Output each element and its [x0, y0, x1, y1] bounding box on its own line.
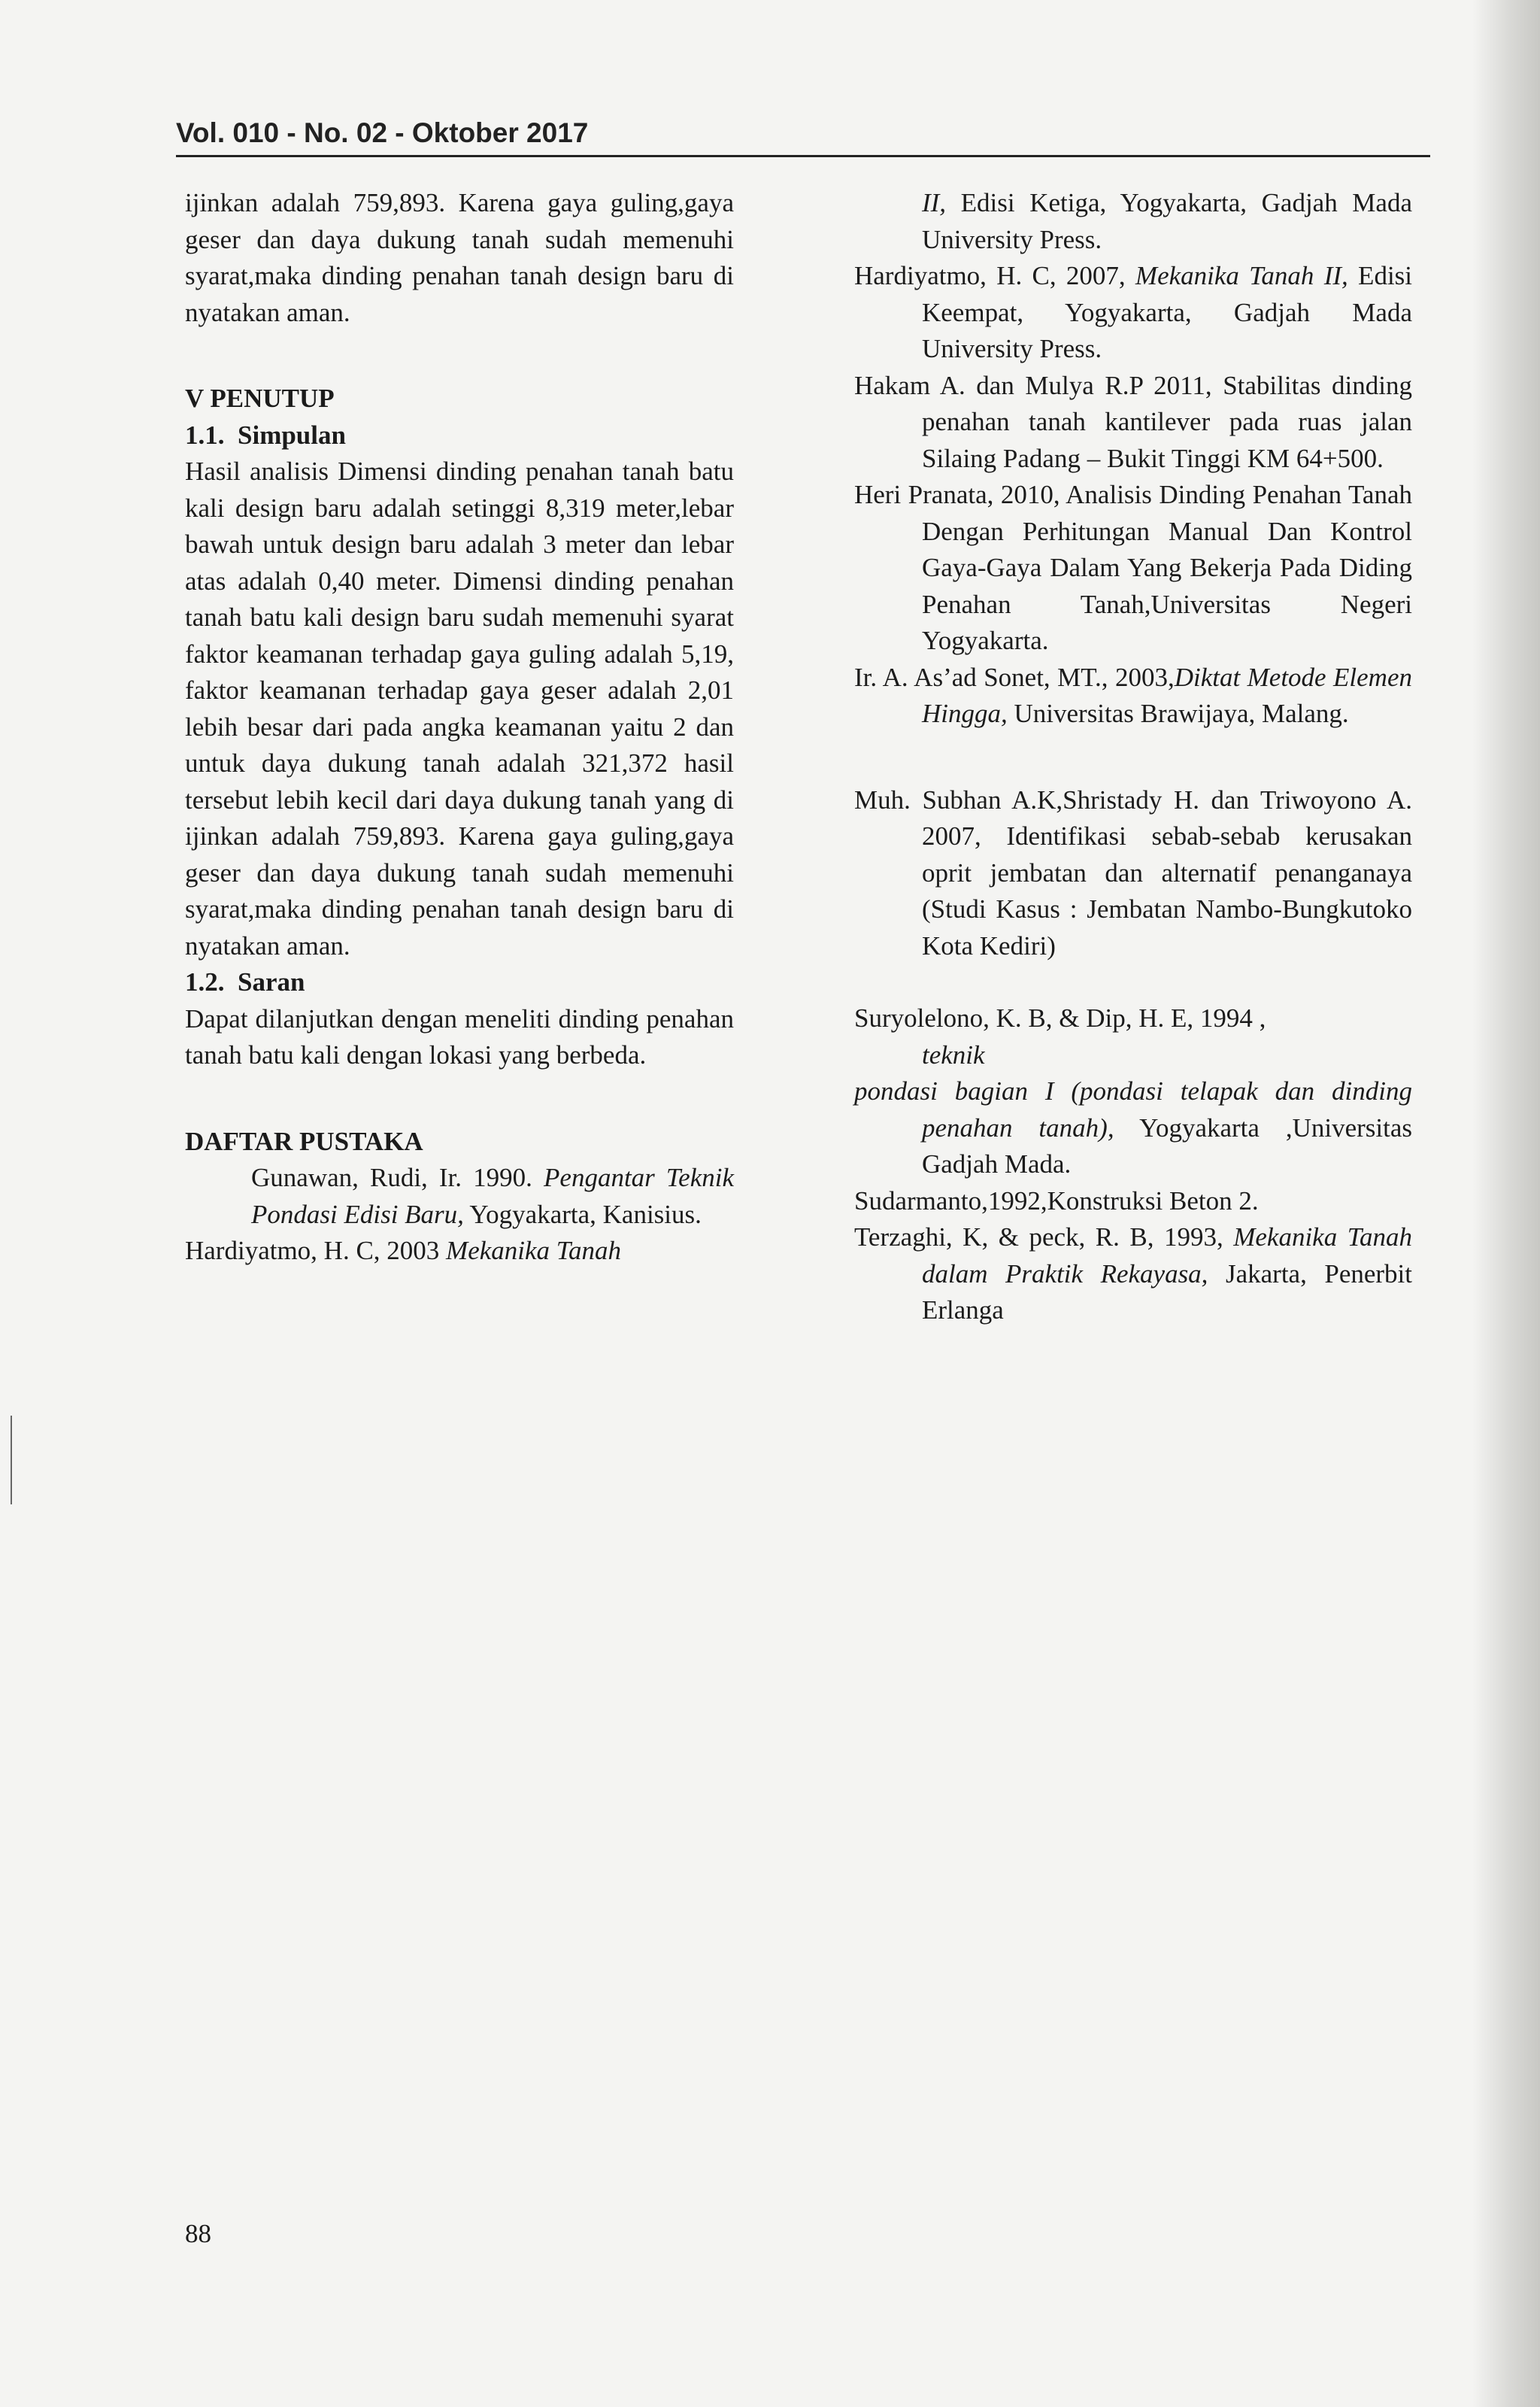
ref-tail: Yogyakarta, Kanisius. — [463, 1199, 702, 1229]
page-number: 88 — [185, 2219, 211, 2248]
ref-title: Mekanika Tanah II, — [1135, 261, 1348, 290]
running-header — [176, 114, 1430, 157]
reference-sudarmanto: Sudarmanto,1992,Konstruksi Beton 2. — [854, 1185, 1259, 1216]
ref-tail: Edisi Keempat, Yogyakarta, Gadjah Mada University Press. — [922, 261, 1413, 363]
reference-suryolelono — [854, 1000, 1412, 1183]
ref-lead: Hardiyatmo, H. C, 2007, — [854, 261, 1135, 290]
ref-title: Mekanika Tanah — [446, 1236, 622, 1265]
subsection-heading-saran: 1.2. Saran — [185, 967, 305, 997]
ref-tail: Jakarta, Penerbit Erlanga — [922, 1258, 1412, 1325]
reference-sonet — [854, 660, 1412, 733]
reference-terzaghi — [854, 1219, 1412, 1329]
reference-hardiyatmo-2003 — [185, 1233, 734, 1270]
saran-paragraph: Dapat dilanjutkan dengan meneliti dinding penahan tanah batu kali dengan lokasi yang berbeda. — [185, 1003, 734, 1070]
reference-hardiyatmo-2007 — [854, 258, 1412, 368]
spacer — [185, 1074, 734, 1124]
reference-hardiyatmo-2003-continued — [854, 185, 1412, 258]
ref-lead: Hardiyatmo, H. C, 2003 — [185, 1236, 447, 1265]
spacer — [185, 331, 734, 381]
section-heading: V PENUTUP — [185, 384, 335, 413]
reference-gunawan — [185, 1160, 734, 1233]
ref-tail: Universitas Brawijaya, Malang. — [1007, 699, 1349, 728]
ref-lead: Ir. A. As’ad Sonet, MT., 2003, — [854, 662, 1175, 692]
reference-muh-subhan: Muh. Subhan A.K,Shristady H. dan Triwoyono A. 2007, Identifikasi sebab-sebab kerusakan oprit jembatan dan alternatif penanganaya (Studi Kasus : Jembatan Nambo-Bungkutoko Kota Kediri) — [854, 785, 1412, 961]
subsection-heading-simpulan: 1.1. Simpulan — [185, 420, 346, 450]
ref-title: II, — [922, 188, 947, 217]
ref-lead: Gunawan, Rudi, Ir. 1990. — [251, 1163, 544, 1192]
left-column — [185, 185, 734, 1270]
ref-title: Pengantar Teknik Pondasi Edisi Baru, — [251, 1163, 735, 1229]
ref-title: Diktat Metode Elemen Hingga, — [922, 662, 1412, 728]
spacer — [854, 733, 1412, 782]
right-column — [854, 185, 1412, 1329]
ref-tail: Edisi Ketiga, Yogyakarta, Gadjah Mada University Press. — [922, 188, 1412, 254]
ref-title: Mekanika Tanah dalam Praktik Rekayasa, — [922, 1222, 1412, 1288]
ref-title: pondasi bagian I (pondasi telapak dan dinding penahan tanah), — [854, 1076, 1412, 1143]
spacer — [854, 964, 1412, 1000]
margin-mark — [11, 1416, 12, 1504]
ref-lead: Suryolelono, K. B, & Dip, H. E, 1994 , — [854, 1003, 1266, 1033]
page-edge-shadow — [1472, 0, 1540, 2407]
ref-line2: teknik — [922, 1040, 985, 1070]
references-heading: DAFTAR PUSTAKA — [185, 1126, 423, 1156]
simpulan-paragraph: Hasil analisis Dimensi dinding penahan tanah batu kali design baru adalah setinggi 8,319 meter,lebar bawah untuk design baru adalah 3 meter dan lebar atas adalah 0,40 meter. Dimensi dinding penahan tanah batu kali design baru sudah memenuhi syarat faktor keamanan terhadap gaya guling adalah 5,19, faktor keamanan terhadap gaya geser adalah 2,01 lebih besar dari pada angka keamanan yaitu 2 dan untuk daya dukung tanah adalah 321,372 hasil tersebut lebih kecil dari daya dukung tanah yang di ijinkan adalah 759,893. Karena gaya guling,gaya geser dan daya dukung tanah sudah memenuhi syarat,maka dinding penahan tanah design baru di nyatakan aman. — [185, 457, 734, 961]
running-title: Vol. 010 - No. 02 - Oktober 2017 — [176, 117, 589, 148]
ref-lead: Terzaghi, K, & peck, R. B, 1993, — [854, 1222, 1234, 1252]
ref-title-block — [854, 1073, 1412, 1183]
reference-hakam: Hakam A. dan Mulya R.P 2011, Stabilitas dinding penahan tanah kantilever pada ruas jalan Silaing Padang – Bukit Tinggi KM 64+500. — [854, 370, 1412, 473]
reference-heri: Heri Pranata, 2010, Analisis Dinding Penahan Tanah Dengan Perhitungan Manual Dan Kontrol Gaya-Gaya Dalam Yang Bekerja Pada Diding Penahan Tanah,Universitas Negeri Yogyakarta. — [854, 480, 1412, 655]
ref-tail: Yogyakarta ,Universitas Gadjah Mada. — [922, 1112, 1413, 1179]
intro-paragraph: ijinkan adalah 759,893. Karena gaya guling,gaya geser dan daya dukung tanah sudah memenuhi syarat,maka dinding penahan tanah design baru di nyatakan aman. — [185, 188, 734, 327]
